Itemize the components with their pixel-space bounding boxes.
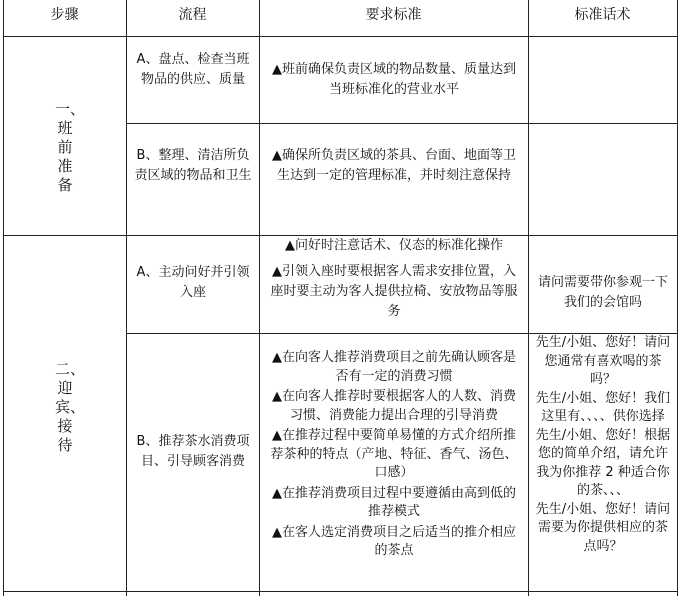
requirement-cell <box>268 146 520 186</box>
script-line: 先生/小姐、您好！根据您的简单介绍，请允许我为你推荐 2 种适合你的茶、、、 <box>535 427 671 498</box>
column-border <box>528 0 529 596</box>
script-line: 先生/小姐、您好！我们这里有、、、、供你选择 <box>535 390 671 424</box>
script-cell <box>535 334 671 556</box>
script-line: 请问需要带你参观一下我们的会馆吗 <box>537 275 668 310</box>
row-border <box>126 123 678 124</box>
script-line: 先生/小姐、您好！请问需要为你提供相应的茶点吗？ <box>535 501 671 554</box>
row-border <box>3 36 678 37</box>
requirement-item: ▲确保所负责区域的茶具、台面、地面等卫生达到一定的管理标准，并时刻注意保持 <box>272 148 516 183</box>
requirement-item: ▲班前确保负责区域的物品数量、质量达到当班标准化的营业水平 <box>272 62 516 97</box>
requirement-item: ▲引领入座时要根据客人需求安排位置，入座时要主动为客人提供拉椅、安放物品等服务 <box>270 264 518 319</box>
requirement-item: ▲在客人选定消费项目之后适当的推介相应的茶点 <box>272 524 516 558</box>
step-label: 一、班前准备 <box>55 100 86 194</box>
row-border <box>3 591 678 592</box>
requirement-item: ▲在推荐过程中要简单易懂的方式介绍所推荐茶种的特点（产地、特征、香气、汤色、口感） <box>270 428 518 480</box>
requirement-item: ▲在推荐消费项目过程中要遵循由高到低的推荐模式 <box>272 485 516 519</box>
requirement-cell <box>268 236 520 322</box>
header-requirement: 要求标准 <box>365 7 422 23</box>
header-step: 步骤 <box>50 7 79 23</box>
requirement-cell <box>268 60 520 100</box>
header-script: 标准话术 <box>574 7 631 23</box>
column-border <box>677 0 678 596</box>
step-label: 二、迎宾、接待 <box>55 360 86 454</box>
requirement-item: ▲在向客人推荐消费项目之前先确认顾客是否有一定的消费习惯 <box>272 350 516 384</box>
column-border <box>126 0 127 596</box>
requirement-cell <box>268 349 520 561</box>
column-border <box>3 0 4 596</box>
script-line: 先生/小姐、您好！请问您通常有喜欢喝的茶吗？ <box>535 335 671 387</box>
header-process: 流程 <box>178 7 207 23</box>
requirement-item: ▲问好时注意话术、仪态的标准化操作 <box>285 238 503 253</box>
column-border <box>259 0 260 596</box>
process-cell: B、推荐茶水消费项目、引导顾客消费 <box>136 434 250 469</box>
script-cell <box>535 273 671 313</box>
process-cell: A、主动问好并引领入座 <box>136 265 250 300</box>
requirement-item: ▲在向客人推荐时要根据客人的人数、消费习惯、消费能力提出合理的引导消费 <box>272 389 516 423</box>
process-cell: A、盘点、检查当班物品的供应、质量 <box>136 52 250 87</box>
process-cell: B、整理、清洁所负责区域的物品和卫生 <box>134 148 252 183</box>
